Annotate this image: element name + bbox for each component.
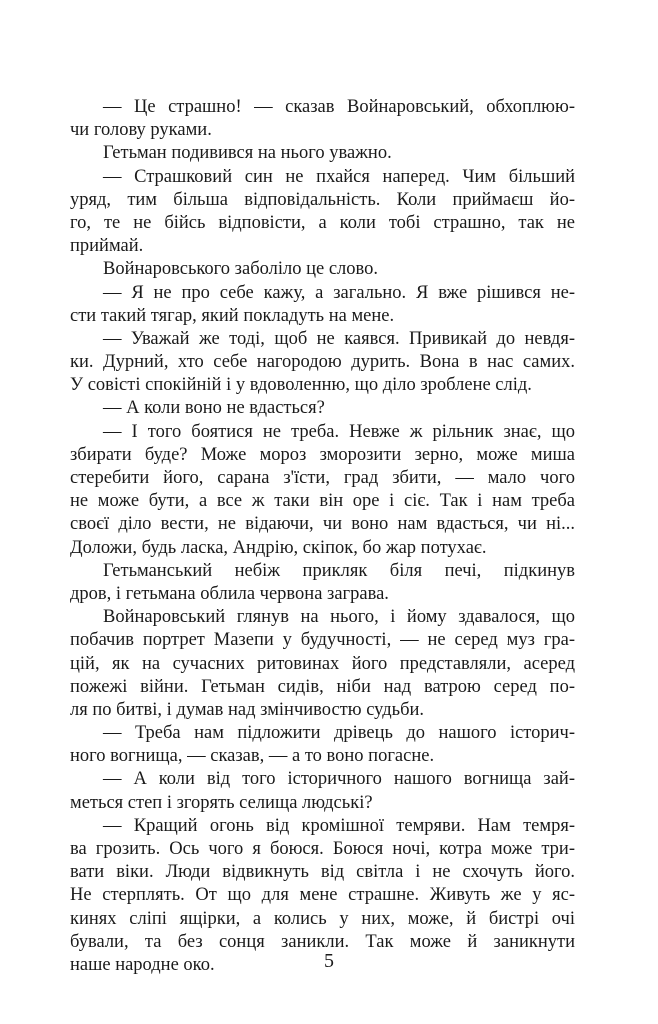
text-line: Гетьманський небіж прикляк біля печі, підкинув: [103, 560, 575, 581]
text-line: дров, і гетьмана облила червона заграва.: [70, 583, 389, 604]
text-line: Доложи, будь ласка, Андрію, скіпок, бо жар потухає.: [70, 537, 487, 558]
text-line: стеребити його, сарана з'їсти, град збити, — мало чого: [70, 468, 575, 488]
text-line: го, те не бійсь відповісти, а коли тобі страшно, так не: [70, 212, 575, 233]
text-line: бували, та без сонця заникли. Так може й заникнути: [70, 931, 575, 952]
text-line: кинях сліпі ящірки, а колись у них, може, й бистрі очі: [70, 908, 575, 929]
text-line: приймай.: [70, 236, 144, 257]
text-line: — А коли від того історичного нашого вогнища зай-: [103, 769, 575, 790]
text-line: Войнаровський глянув на нього, і йому здавалося, що: [103, 607, 575, 628]
text-line: пожежі війни. Гетьман сидів, ніби над ватрою серед по-: [70, 676, 575, 697]
text-line: Гетьман подивився на нього уважно.: [103, 143, 392, 164]
text-line: Не стерплять. От що для мене страшне. Живуть же у яс-: [70, 885, 575, 906]
text-line: цій, як на сучасних ритовинах його представляли, асеред: [70, 653, 575, 674]
text-line: Войнаровського заболіло це слово.: [103, 259, 379, 280]
text-line: уряд, тим більша відповідальність. Коли приймаєш йо-: [70, 189, 575, 210]
text-line: збирати буде? Може мороз зморозити зерно, може миша: [70, 444, 575, 465]
text-line: меться степ і згорять селища людські?: [70, 792, 373, 813]
text-line: — І того боятися не треба. Невже ж рільник знає, що: [103, 421, 575, 442]
page-number: 5: [324, 950, 334, 972]
text-line: ки. Дурний, хто себе нагородою дурить. Вона в нас самих.: [70, 352, 575, 373]
text-line: чи голову руками.: [70, 120, 212, 141]
text-line: — Я не про себе кажу, а загально. Я вже рішився не-: [103, 282, 575, 303]
text-line: ва грозить. Ось чого я боюся. Боюся ночі, котра може три-: [70, 839, 575, 859]
text-line: наше народне око.: [70, 954, 215, 975]
text-line: вати віки. Люди відвикнуть від світла і не схочуть його.: [70, 862, 575, 883]
text-line: ного вогнища, — сказав, — а то воно погасне.: [70, 746, 435, 767]
text-line: У совісті спокійній і у вдоволенню, що діло зроблене слід.: [70, 375, 532, 396]
text-line: — А коли воно не вдасться?: [103, 398, 325, 419]
text-line: своєї діло вести, не відаючи, чи воно нам вдасться, чи ні...: [70, 514, 575, 535]
body-text: [70, 96, 575, 977]
text-line: — Це страшно! — сказав Войнаровський, обхоплюю-: [103, 97, 575, 117]
text-line: — Уважай же тоді, щоб не каявся. Привикай до невдя-: [103, 328, 575, 349]
text-line: ля по битві, і думав над змінчивостю судьби.: [70, 699, 425, 720]
text-line: — Страшковий син не пхайся наперед. Чим більший: [103, 166, 575, 187]
text-line: не може бути, а все ж таки він оре і сіє. Так і нам треба: [70, 491, 575, 512]
text-line: — Треба нам підложити дрівець до нашого історич-: [103, 723, 575, 744]
text-line: побачив портрет Мазепи у будучності, — не серед муз гра-: [70, 630, 575, 651]
text-line: — Кращий огонь від кромішної темряви. Нам темря-: [103, 815, 575, 836]
text-line: сти такий тягар, який покладуть на мене.: [70, 305, 395, 326]
